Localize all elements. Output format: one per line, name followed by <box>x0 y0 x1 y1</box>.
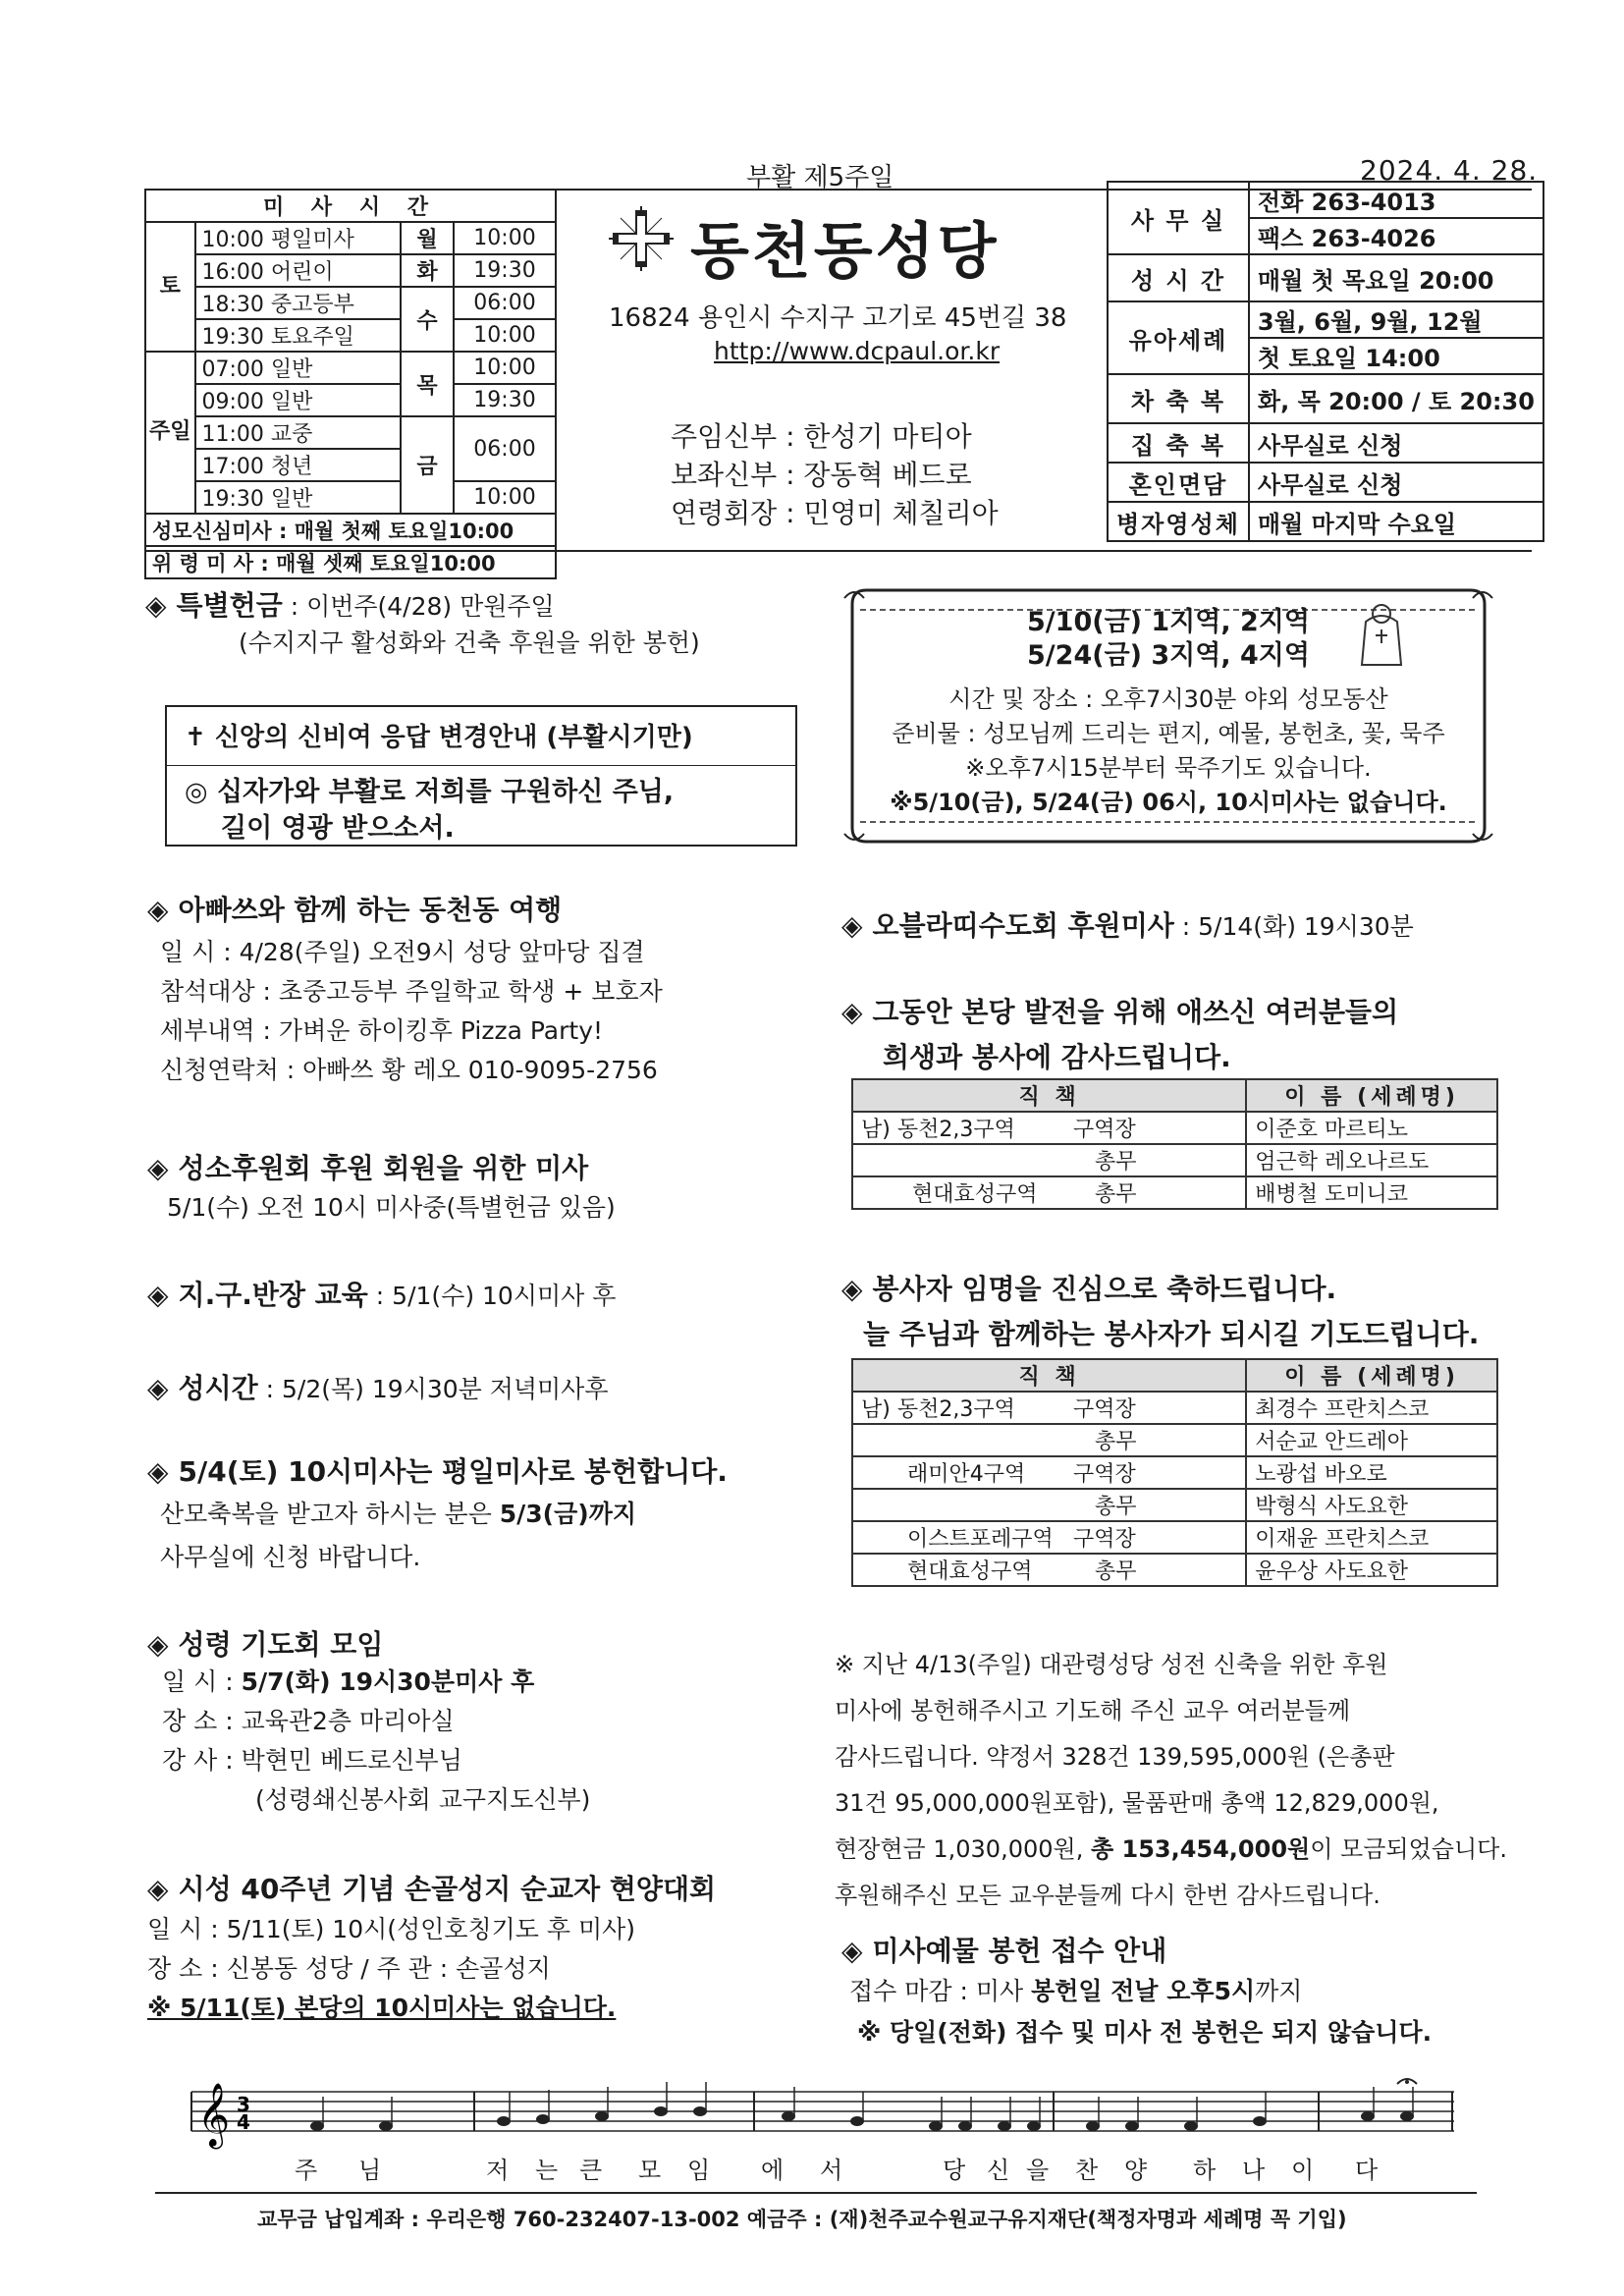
infant-baptism-value-2: 첫 토요일 14:00 <box>1249 338 1543 374</box>
music-note <box>536 2114 550 2124</box>
spirit-place: 장 소 : 교육관2층 마리아실 <box>162 1707 455 1735</box>
donation-line-1: ※ 지난 4/13(주일) 대관령성당 성전 신축을 위한 후원 <box>835 1651 1388 1678</box>
may4-line1b: 5/3(금) <box>499 1500 589 1528</box>
footer-rule <box>155 2192 1477 2194</box>
donation-line-4: 31건 95,000,000원포함), 물품판매 총액 12,829,000원, <box>835 1789 1439 1817</box>
treble-clef-icon: 𝄞 <box>197 2083 231 2147</box>
pilgrimage-section <box>147 1868 716 1907</box>
sat-mass-3: 18:30 중고등부 <box>195 287 401 319</box>
rosary-prayer-note: ※오후7시15분부터 묵주기도 있습니다. <box>965 754 1372 782</box>
fri-time-1: 06:00 <box>454 416 556 481</box>
music-note <box>1253 2116 1267 2126</box>
may4-line1a: 산모축복을 받고자 하시는 분은 <box>160 1500 500 1528</box>
lyric-syllable: 모 <box>638 2157 662 2184</box>
lyric-syllable: 당 <box>943 2157 966 2184</box>
may4-line1c: 까지 <box>588 1500 636 1528</box>
table-row: 총무 서순교 안드레아 <box>852 1424 1497 1456</box>
music-note <box>998 2121 1011 2131</box>
supporters-mass-section <box>147 1147 588 1186</box>
spirit-date: 5/7(화) 19시30분미사 후 <box>241 1667 535 1696</box>
thu-time-2: 19:30 <box>454 384 556 416</box>
music-note <box>929 2121 943 2131</box>
may4-title: 5/4(토) 10시미사는 평일미사로 봉헌합니다. <box>178 1455 728 1488</box>
thu-time-1: 10:00 <box>454 352 556 384</box>
appointment-title-1: 봉사자 임명을 진심으로 축하드립니다. <box>872 1273 1337 1305</box>
car-blessing-label: 차 축 복 <box>1108 374 1249 423</box>
offering-deadline: 봉헌일 전날 오후5시 <box>1031 1977 1256 2005</box>
mystery-of-faith-box <box>165 705 797 847</box>
house-blessing-value: 사무실로 신청 <box>1249 423 1543 463</box>
music-note <box>1400 2111 1414 2121</box>
diamond-bullet-icon: ◈ <box>147 1152 169 1184</box>
rosary-date-1: 5/10(금) 1지역, 2지역 <box>1027 607 1310 637</box>
tue-time: 19:30 <box>454 254 556 287</box>
diamond-bullet-icon: ◈ <box>147 1628 169 1661</box>
song-lyrics <box>295 2151 1434 2186</box>
lyric-syllable: 찬 <box>1075 2157 1099 2184</box>
svg-text:3: 3 <box>237 2093 250 2116</box>
music-note <box>958 2121 972 2131</box>
sun-mass-2: 09:00 일반 <box>195 384 401 416</box>
house-blessing-label: 집 축 복 <box>1108 423 1249 463</box>
sick-communion-label: 병자영성체 <box>1108 502 1249 541</box>
weekday-wed: 수 <box>401 287 454 352</box>
offering-note: ※ 당일(전화) 접수 및 미사 전 봉헌은 되지 않습니다. <box>857 2018 1433 2047</box>
spirit-speaker: 강 사 : 박현민 베드로신부님 <box>162 1746 462 1775</box>
lyric-syllable: 양 <box>1124 2157 1148 2184</box>
music-note <box>1086 2121 1100 2131</box>
mon-time: 10:00 <box>454 222 556 254</box>
music-note <box>497 2116 511 2126</box>
sick-communion-value: 매월 마지막 수요일 <box>1249 502 1543 541</box>
offering-details <box>849 1971 1432 2053</box>
cross-logo-icon <box>607 204 676 273</box>
music-note <box>1184 2121 1198 2131</box>
donation-line-3: 감사드립니다. 약정서 328건 139,595,000원 (은총판 <box>835 1743 1395 1771</box>
wed-time-2: 10:00 <box>454 319 556 352</box>
wed-time-1: 06:00 <box>454 287 556 319</box>
lyric-syllable: 서 <box>820 2157 843 2184</box>
supporters-mass-text: 5/1(수) 오전 10시 미사중(특별헌금 있음) <box>167 1193 616 1222</box>
marian-mass-note: 성모신심미사 : 매월 첫째 토요일10:00 <box>145 514 556 546</box>
marriage-label: 혼인면담 <box>1108 463 1249 502</box>
infant-baptism-label: 유아세례 <box>1108 301 1249 374</box>
supporters-mass-title: 성소후원회 후원 회원을 위한 미사 <box>178 1152 589 1184</box>
funeral-committee-line: 연령회장 : 민영미 체칠리아 <box>671 497 999 529</box>
special-offering-section <box>145 584 555 624</box>
diamond-bullet-icon: ◈ <box>145 589 167 622</box>
thanks-title-1: 그동안 본당 발전을 위해 애쓰신 여러분들의 <box>872 996 1399 1028</box>
trip-date: 일 시 : 4/28(주일) 오전9시 성당 앞마당 집결 <box>160 938 645 966</box>
svg-text:4: 4 <box>237 2110 250 2134</box>
sun-mass-4: 17:00 청년 <box>195 449 401 481</box>
mary-figure-icon <box>1356 600 1407 669</box>
sat-mass-2: 16:00 어린이 <box>195 254 401 287</box>
spirit-speaker-title: (성령쇄신봉사회 교구지도신부) <box>255 1785 591 1814</box>
weekday-fri: 금 <box>401 416 454 514</box>
donation-total: 총 153,454,000원 <box>1090 1835 1311 1863</box>
music-note <box>1361 2111 1375 2121</box>
mystery-box-line1: ◎ 십자가와 부활로 저희를 구원하신 주님, <box>185 777 675 807</box>
trip-details <box>160 933 663 1090</box>
table-row: 이스트포레구역 구역장 이재윤 프란치스코 <box>852 1521 1497 1554</box>
table-row: 총무 엄근학 레오나르도 <box>852 1144 1497 1176</box>
music-note <box>654 2106 668 2116</box>
lyric-syllable: 는 <box>535 2157 559 2184</box>
offering-line1c: 까지 <box>1255 1977 1303 2005</box>
sunday-label: 주일 <box>145 352 195 514</box>
oblate-section <box>841 904 1414 944</box>
sun-mass-1: 07:00 일반 <box>195 352 401 384</box>
thanks-table <box>851 1078 1498 1210</box>
trip-title: 아빠쓰와 함께 하는 동천동 여행 <box>178 894 563 926</box>
special-offering-purpose: (수지지구 활성화와 건축 후원을 위한 봉헌) <box>239 629 700 657</box>
diamond-bullet-icon: ◈ <box>841 996 863 1028</box>
holy-hour-text: : 5/2(목) 19시30분 저녁미사후 <box>257 1375 609 1403</box>
leaders-title: 지.구.반장 교육 <box>178 1279 368 1311</box>
diamond-bullet-icon: ◈ <box>841 1935 863 1967</box>
pilgrimage-date: 일 시 : 5/11(토) 10시(성인호칭기도 후 미사) <box>147 1915 636 1943</box>
table-row: 남) 동천2,3구역 구역장 이준호 마르티노 <box>852 1112 1497 1144</box>
thanks-col-name: 이 름 (세례명) <box>1246 1079 1497 1112</box>
holy-hour-section <box>147 1367 608 1406</box>
donation-line-2: 미사에 봉헌해주시고 기도해 주신 교우 여러분들께 <box>835 1697 1351 1724</box>
church-website-link[interactable]: http://www.dcpaul.or.kr <box>714 337 1001 365</box>
office-label: 사 무 실 <box>1108 182 1249 254</box>
diamond-bullet-icon: ◈ <box>841 909 863 942</box>
table-row: 현대효성구역 총무 배병철 도미니코 <box>852 1176 1497 1209</box>
music-staff-svg <box>189 2072 1456 2151</box>
mystery-box-line2: 길이 영광 받으소서. <box>221 813 455 844</box>
spirit-prayer-title: 성령 기도회 모임 <box>178 1628 384 1661</box>
car-blessing-value: 화, 목 20:00 / 토 20:30 <box>1249 374 1543 423</box>
weekday-mon: 월 <box>401 222 454 254</box>
memorial-mass-note: 위 령 미 사 : 매월 셋째 토요일10:00 <box>145 546 556 578</box>
music-note <box>379 2121 393 2131</box>
music-note <box>850 2116 864 2126</box>
lyric-syllable: 나 <box>1242 2157 1266 2184</box>
diamond-bullet-icon: ◈ <box>147 1372 169 1404</box>
holy-hour-label: 성 시 간 <box>1108 254 1249 301</box>
music-note <box>310 2121 324 2131</box>
special-offering-title: 특별헌금 <box>176 589 283 622</box>
special-offering-text: : 이번주(4/28) 만원주일 <box>282 592 555 621</box>
lyric-syllable: 하 <box>1193 2157 1217 2184</box>
pilgrimage-place: 장 소 : 신봉동 성당 / 주 관 : 손골성지 <box>147 1954 551 1983</box>
pastor-line: 주임신부 : 한성기 마티아 <box>671 420 972 453</box>
table-row: 총무 박형식 사도요한 <box>852 1489 1497 1521</box>
lyric-syllable: 이 <box>1291 2157 1315 2184</box>
donation-line-5c: 이 모금되었습니다. <box>1310 1835 1507 1863</box>
offering-title: 미사예물 봉헌 접수 안내 <box>872 1935 1167 1967</box>
may4-details <box>160 1493 636 1579</box>
lyric-syllable: 다 <box>1355 2157 1379 2184</box>
church-name: 동천동성당 <box>690 215 1000 287</box>
rosary-details <box>840 683 1496 820</box>
leaders-section <box>147 1274 616 1313</box>
lyric-syllable: 신 <box>987 2157 1010 2184</box>
offering-section <box>841 1930 1166 1969</box>
header-bottom-rule <box>145 550 1532 552</box>
spirit-prayer-details <box>162 1663 590 1820</box>
sun-mass-5: 19:30 일반 <box>195 481 401 514</box>
donation-thanks <box>835 1642 1507 1919</box>
liturgy-label: 부활 제5주일 <box>746 163 894 192</box>
music-note <box>1125 2121 1139 2131</box>
mystery-box-title: ✝ 신앙의 신비여 응답 변경안내 (부활시기만) <box>185 723 693 752</box>
holy-hour-title: 성시간 <box>178 1372 258 1404</box>
pilgrimage-title: 시성 40주년 기념 손골성지 순교자 현양대회 <box>178 1873 717 1905</box>
rosary-time-place: 시간 및 장소 : 오후7시30분 야외 성모동산 <box>948 685 1388 713</box>
clergy-list <box>671 417 999 532</box>
may4-line2: 사무실에 신청 바랍니다. <box>160 1543 421 1571</box>
mass-schedule-table <box>144 189 557 579</box>
office-phone: 전화 263-4013 <box>1249 182 1543 218</box>
trip-contact: 신청연락처 : 아빠쓰 황 레오 010-9095-2756 <box>160 1056 658 1084</box>
weekday-tue: 화 <box>401 254 454 287</box>
donation-line-6: 후원해주신 모든 교우분들께 다시 한번 감사드립니다. <box>835 1882 1380 1909</box>
music-note <box>595 2111 609 2121</box>
lyric-syllable: 을 <box>1026 2157 1050 2184</box>
trip-attendees: 참석대상 : 초중고등부 주일학교 학생 + 보호자 <box>160 977 663 1006</box>
office-fax: 팩스 263-4026 <box>1249 218 1543 254</box>
lyric-syllable: 에 <box>761 2157 785 2184</box>
trip-section <box>147 889 562 928</box>
rosary-date-2: 5/24(금) 3지역, 4지역 <box>1027 640 1310 671</box>
pilgrimage-note: ※ 5/11(토) 본당의 10시미사는 없습니다. <box>147 1994 617 2022</box>
saturday-label: 토 <box>145 222 195 352</box>
spirit-date-label: 일 시 : <box>162 1667 242 1696</box>
music-note <box>693 2106 707 2116</box>
appointment-table <box>851 1358 1498 1587</box>
weekday-thu: 목 <box>401 352 454 416</box>
sat-mass-4: 19:30 토요주일 <box>195 319 401 352</box>
infant-baptism-value: 3월, 6월, 9월, 12월 <box>1249 301 1543 338</box>
church-address: 16824 용인시 수지구 고기로 45번길 38 <box>609 303 1067 333</box>
lyric-syllable: 저 <box>486 2157 510 2184</box>
appointment-section <box>841 1267 1479 1357</box>
spirit-prayer-section <box>147 1623 383 1663</box>
diamond-bullet-icon: ◈ <box>147 1455 169 1488</box>
rosary-box <box>840 584 1496 847</box>
diamond-bullet-icon: ◈ <box>147 1279 169 1311</box>
thanks-title-2: 희생과 봉사에 감사드립니다. <box>883 1041 1231 1073</box>
issue-date: 2024. 4. 28. <box>1360 154 1539 187</box>
lyric-syllable: 임 <box>687 2157 711 2184</box>
sat-mass-1: 10:00 평일미사 <box>195 222 401 254</box>
music-note <box>782 2111 795 2121</box>
table-row: 래미안4구역 구역장 노광섭 바오로 <box>852 1456 1497 1489</box>
marriage-value: 사무실로 신청 <box>1249 463 1543 502</box>
table-row: 현대효성구역 총무 윤우상 사도요한 <box>852 1554 1497 1586</box>
diamond-bullet-icon: ◈ <box>147 1873 169 1905</box>
lyric-syllable: 님 <box>358 2157 382 2184</box>
holy-hour-value: 매월 첫 목요일 20:00 <box>1249 254 1543 301</box>
offering-line1a: 접수 마감 : 미사 <box>849 1977 1032 2005</box>
diamond-bullet-icon: ◈ <box>147 894 169 926</box>
rosary-no-mass-note: ※5/10(금), 5/24(금) 06시, 10시미사는 없습니다. <box>890 789 1447 816</box>
leaders-text: : 5/1(수) 10시미사 후 <box>367 1282 617 1310</box>
mass-schedule-title: 미 사 시 간 <box>145 190 556 222</box>
rosary-materials: 준비물 : 성모님께 드리는 편지, 예물, 봉헌초, 꽃, 묵주 <box>892 720 1445 747</box>
music-staff <box>189 2072 1456 2151</box>
office-info-table <box>1107 181 1544 542</box>
diamond-bullet-icon: ◈ <box>841 1273 863 1305</box>
appointment-col-name: 이 름 (세례명) <box>1246 1359 1497 1392</box>
appointment-title-2: 늘 주님과 함께하는 봉사자가 되시길 기도드립니다. <box>863 1318 1480 1350</box>
assistant-pastor-line: 보좌신부 : 장동혁 베드로 <box>671 459 972 491</box>
oblate-text: : 5/14(화) 19시30분 <box>1173 912 1414 941</box>
table-row: 남) 동천2,3구역 구역장 최경수 프란치스코 <box>852 1392 1497 1424</box>
music-note <box>1027 2121 1041 2131</box>
footer-account: 교무금 납입계좌 : 우리은행 760-232407-13-002 예금주 : (재)천주교수원교구유지재단(책정자명과 세례명 꼭 기입) <box>257 2208 1347 2231</box>
may4-section <box>147 1450 728 1490</box>
oblate-title: 오블라띠수도회 후원미사 <box>872 909 1174 942</box>
lyric-syllable: 큰 <box>579 2157 603 2184</box>
pilgrimage-details <box>147 1910 635 2028</box>
appointment-col-role: 직 책 <box>852 1359 1246 1392</box>
lyric-syllable: 주 <box>295 2157 318 2184</box>
thanks-col-role: 직 책 <box>852 1079 1246 1112</box>
sun-mass-3: 11:00 교중 <box>195 416 401 449</box>
donation-line-5a: 현장현금 1,030,000원, <box>835 1835 1091 1863</box>
fri-time-2: 10:00 <box>454 481 556 514</box>
trip-schedule: 세부내역 : 가벼운 하이킹후 Pizza Party! <box>160 1016 604 1045</box>
thanks-section <box>841 990 1398 1080</box>
